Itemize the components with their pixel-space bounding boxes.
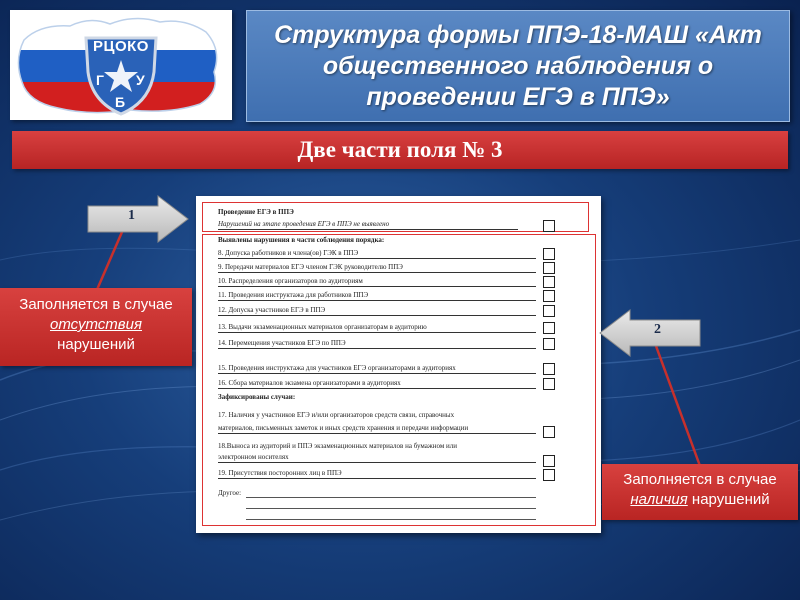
logo-text-top: РЦОКО [93,38,149,55]
form-item-17-line1: 17. Наличия у участников ЕГЭ и/или организаторов средств связи, справочных [218,411,455,419]
section1-title: Проведение ЕГЭ в ППЭ [218,208,294,216]
logo [10,10,232,120]
checkbox-item-16[interactable] [543,378,555,390]
checkbox-no-violations[interactable] [543,220,555,232]
form-item-9: 9. Передачи материалов ЕГЭ членом ГЭК руководителю ППЭ [218,263,536,273]
checkbox-item-13[interactable] [543,322,555,334]
other-line-1 [246,497,536,498]
checkbox-item-15[interactable] [543,363,555,375]
section3-title: Зафиксированы случаи: [218,393,296,401]
form-item-12: 12. Допуска участников ЕГЭ в ППЭ [218,306,536,316]
other-label: Другое: [218,489,242,497]
checkbox-item-9[interactable] [543,262,555,274]
callout-right-line2 [602,490,798,510]
form-item-16: 16. Сбора материалов экзамена организаторами в аудиториях [218,379,536,389]
checkbox-item-19[interactable] [543,469,555,481]
callout-left-line1: Заполняется в случае [19,296,173,313]
form-document [196,196,601,533]
form-item-11: 11. Проведения инструктажа для работников ППЭ [218,291,536,301]
logo-letter-bottom: Б [115,94,126,110]
form-item-18-line2: электронном носителях [218,453,536,463]
title-box [246,10,790,122]
arrow-left-icon [598,308,702,358]
form-item-19: 19. Присутствия посторонних лиц в ППЭ [218,469,536,479]
other-line-2 [246,508,536,509]
callout-left-emphasis: отсутствия [49,316,142,333]
checkbox-item-14[interactable] [543,338,555,350]
slide-title: Структура формы ППЭ-18-МАШ «Акт общественного наблюдения о проведении ЕГЭ в ППЭ» [274,20,762,111]
callout-right-line1: Заполняется в случае [623,471,777,488]
arrow-right-icon [86,194,190,244]
callout-left [0,288,192,366]
callout-right-emphasis: наличия [630,491,688,508]
form-item-18-line1: 18.Выноса из аудиторий и ППЭ экзаменационных материалов на бумажном или [218,442,458,450]
callout-right-tail: нарушений [691,491,770,508]
arrow-1-number: 1 [128,208,135,223]
form-item-8: 8. Допуска работников и члена(ов) ГЭК в ППЭ [218,249,536,259]
arrow-2-number: 2 [654,322,661,337]
callout-right [602,464,798,520]
section1-row: Нарушений на этапе проведения ЕГЭ в ППЭ не выявлено [218,220,518,230]
checkbox-item-17[interactable] [543,426,555,438]
form-item-17-line2: материалов, письменных заметок и иных средств хранения и передачи информации [218,424,536,434]
form-item-14: 14. Перемещения участников ЕГЭ по ППЭ [218,339,536,349]
subtitle-banner: Две части поля № 3 [12,131,788,169]
form-item-13: 13. Выдачи экзаменационных материалов организаторам в аудиторию [218,323,536,333]
checkbox-item-18[interactable] [543,455,555,467]
section2-title: Выявлены нарушения в части соблюдения порядка: [218,236,385,244]
checkbox-item-12[interactable] [543,305,555,317]
form-item-10: 10. Распределения организаторов по аудиториям [218,277,536,287]
other-line-3 [246,519,536,520]
logo-letter-left: Г [96,72,104,88]
checkbox-item-8[interactable] [543,248,555,260]
logo-letter-right: У [136,72,145,88]
callout-left-line3: нарушений [57,336,135,353]
form-item-15: 15. Проведения инструктажа для участников ЕГЭ организаторами в аудиториях [218,364,536,374]
checkbox-item-11[interactable] [543,290,555,302]
checkbox-item-10[interactable] [543,276,555,288]
